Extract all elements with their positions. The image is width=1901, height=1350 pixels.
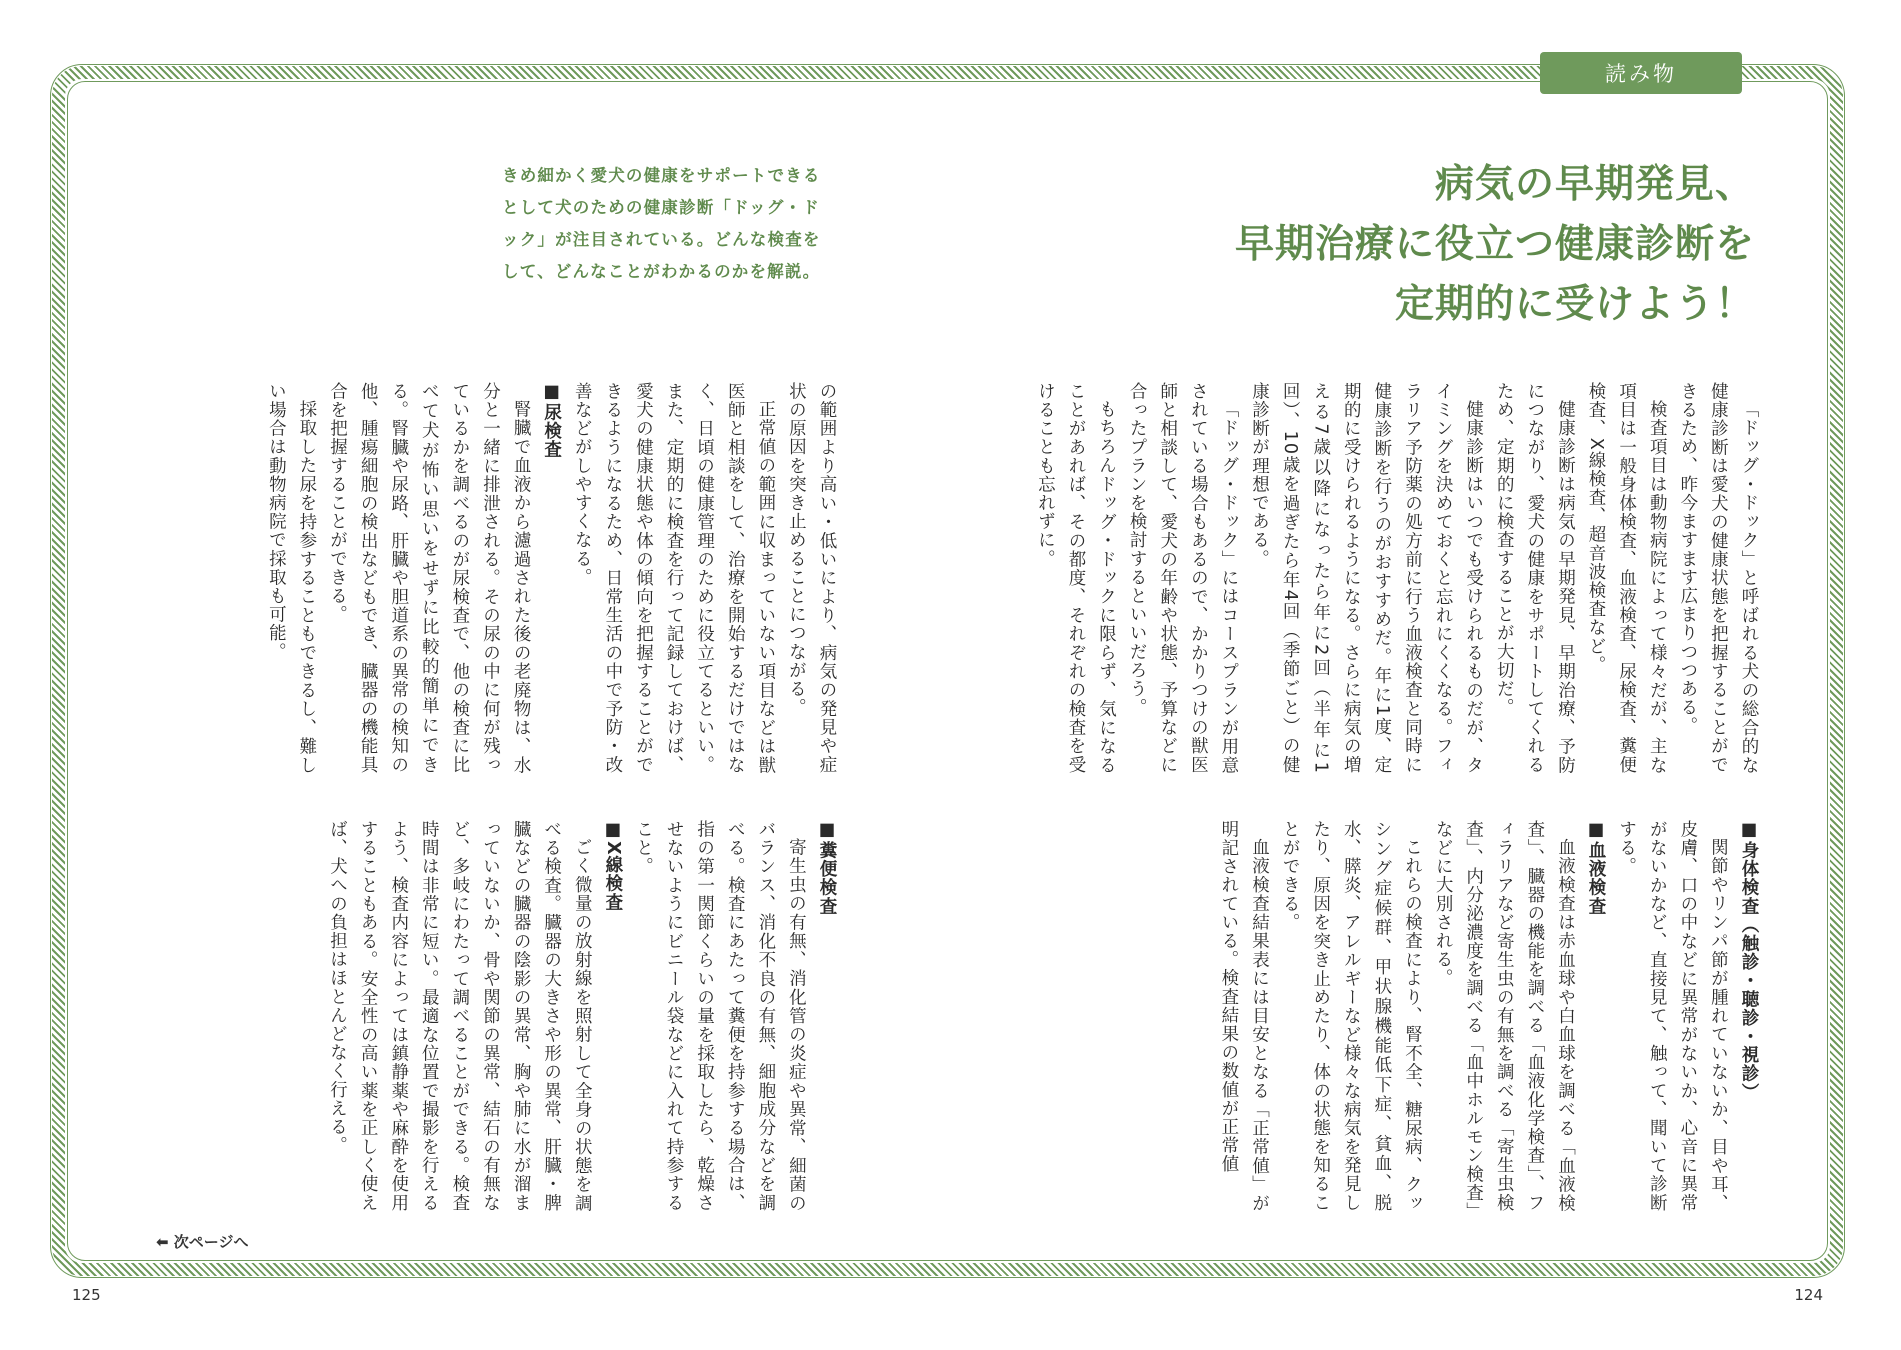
intro-lead: きめ細かく愛犬の健康をサポートできるとして犬のための健康診断「ドッグ・ドック」が注目されている。どんな検査をして、どんなことがわかるのかを解説。: [502, 166, 821, 281]
next-page-link[interactable]: ⬅ 次ページへ: [156, 1233, 249, 1251]
left-upper-column: [196, 382, 842, 774]
paragraph: 正常値の範囲に収まっていない項目などは獣医師と相談をして、治療を開始するだけではなく、日頃の健康管理のために役立てるといい。また、定期的に検査を行って記録しておけば、愛犬の健康状態や体の傾向を把握することができるようになるため、日常生活の中で予防・改善などがしやすくなる。: [572, 382, 776, 774]
paragraph: 採取した尿を持参することもできるし、難しい場合は動物病院で採取も可能。: [266, 382, 317, 774]
page-number-left: 125: [72, 1286, 101, 1304]
paragraph: ごく微量の放射線を照射して全身の状態を調べる検査。臓器の大きさや形の異常、肝臓・脾臓などの臓器の陰影の異常、胸や肺に水が溜まっていないか、骨や関節の異常、結石の有無など、多岐にわたって調べることができる。検査時間は非常に短い。最適な位置で撮影を行えるよう、検査内容によっては鎮静薬や麻酔を使用することもある。安全性の高い薬を正しく使えば、犬への負担はほとんどなく行える。: [327, 820, 593, 1212]
paragraph: 関節やリンパ節が腫れていないか、目や耳、皮膚、口の中などに異常がないか、心音に異常がないかなど、直接見て、触って、聞いて診断する。: [1616, 820, 1729, 1212]
right-upper-column: [1035, 382, 1764, 774]
category-tag: 読み物: [1540, 52, 1742, 94]
headline-line-2: 早期治療に役立つ健康診断を: [1234, 222, 1755, 267]
paragraph: もちろんドッグ・ドックに限らず、気になることがあれば、その都度、それぞれの検査を受けることも忘れずに。: [1035, 382, 1117, 774]
headline: [1235, 155, 1755, 335]
paragraph: 「ドッグ・ドック」と呼ばれる犬の総合的な健康診断は愛犬の健康状態を把握することができるため、昨今ますます広まりつつある。: [1677, 382, 1759, 774]
headline-line-1: 病気の早期発見、: [1434, 162, 1755, 207]
section-heading-urine: ■尿検査: [541, 382, 562, 459]
section-heading-physical: ■身体検査（触診・聴診・視診）: [1739, 820, 1759, 1102]
right-lower-column: [1058, 820, 1764, 1212]
paragraph: 「ドッグ・ドック」にはコースプランが用意されている場合もあるので、かかりつけの獣医師と相談して、愛犬の年齢や状態、予算などに合ったプランを検討するといいだろう。: [1127, 382, 1239, 774]
paragraph: 血液検査は赤血球や白血球を調べる「血液検査」、臓器の機能を調べる「血液化学検査」、フィラリアなど寄生虫の有無を調べる「寄生虫検査」、内分泌濃度を調べる「血中ホルモン検査」などに大別される。: [1433, 820, 1576, 1212]
paragraph: 腎臓で血液から濾過された後の老廃物は、水分と一緒に排泄される。その尿の中に何が残っているかを調べるのが尿検査で、他の検査に比べて犬が怖い思いをせずに比較的簡単にできる。腎臓や尿路、肝臓や胆道系の異常の検知の他、腫瘍細胞の検出などもでき、臓器の機能具合を把握することができる。: [327, 382, 532, 774]
paragraph: 健康診断はいつでも受けられるものだが、タイミングを決めておくと忘れにくくなる。フィラリア予防薬の処方前に行う血液検査と同時に健康診断を行うのがおすすめだ。年に1度、定期的に受けられるようになる。さらに病気の増える7歳以降になったら年に2回（半年に1回）、10歳を過ぎたら年4回（季節ごと）の健康診断が理想である。: [1249, 382, 1484, 774]
section-heading-blood: ■血液検査: [1586, 820, 1607, 916]
paragraph: 健康診断は病気の早期発見、早期治療、予防につながり、愛犬の健康をサポートしてくれるため、定期的に検査することが大切だ。: [1494, 382, 1576, 774]
paragraph: の範囲より高い・低いにより、病気の発見や症状の原因を突き止めることにつながる。: [786, 382, 837, 774]
paragraph: 血液検査結果表には目安となる「正常値」が明記されている。検査結果の数値が正常値: [1218, 820, 1270, 1212]
page-number-right: 124: [1794, 1286, 1823, 1304]
headline-line-3: 定期的に受けよう！: [1394, 282, 1755, 327]
left-lower-column: [228, 820, 842, 1212]
section-heading-xray: ■X線検査: [602, 820, 623, 912]
section-heading-stool: ■糞便検査: [817, 820, 837, 916]
paragraph: 検査項目は動物病院によって様々だが、主な項目は一般身体検査、血液検査、尿検査、糞便検査、X線検査、超音波検査など。: [1586, 382, 1668, 774]
paragraph: これらの検査により、腎不全、糖尿病、クッシング症候群、甲状腺機能低下症、貧血、脱水、膵炎、アレルギーなど様々な病気を発見したり、原因を突き止めたり、体の状態を知ることができる。: [1280, 820, 1423, 1212]
paragraph: 寄生虫の有無、消化管の炎症や異常、細菌のバランス、消化不良の有無、細胞成分などを調べる。検査にあたって糞便を持参する場合は、指の第一関節くらいの量を採取したら、乾燥させないようにビニール袋などに入れて持参すること。: [633, 820, 807, 1212]
